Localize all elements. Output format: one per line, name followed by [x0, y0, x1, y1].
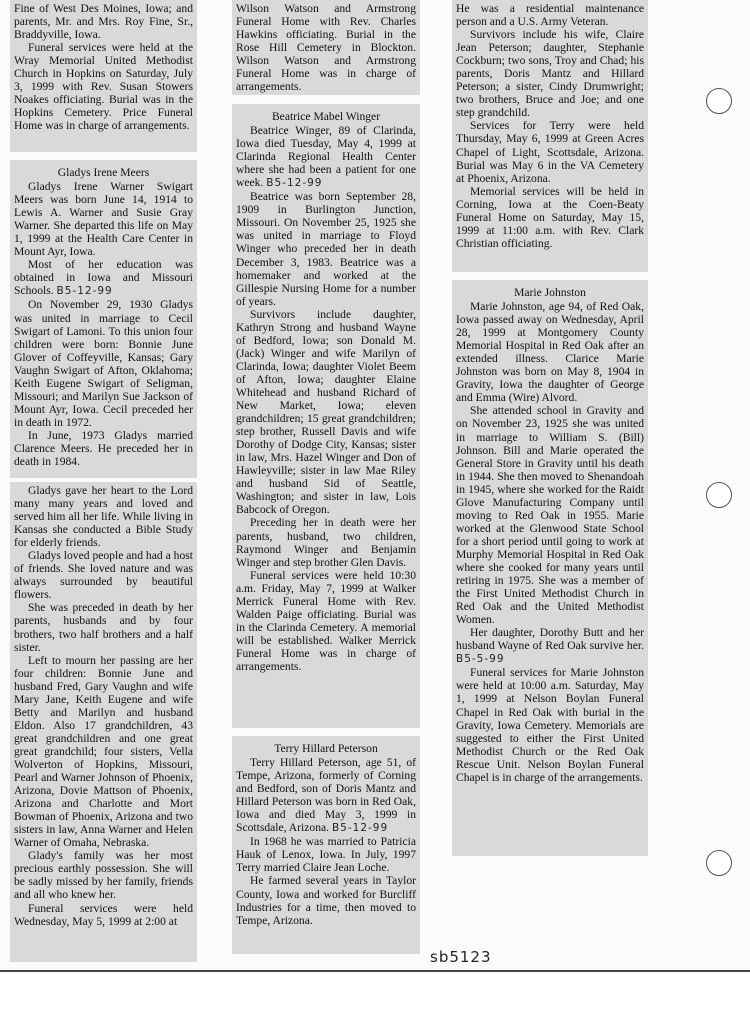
gladys-cont-paragraph-5: Glady's family was her most precious earthly possession. She will be sadly missed by her family, friends and all who knew her. — [14, 849, 193, 902]
page-marker: sb5123 — [430, 948, 492, 966]
clipping-fine-continued — [10, 0, 197, 152]
handwritten-date-note: B5-5-99 — [456, 653, 505, 666]
marie-paragraph-1: Marie Johnston, age 94, of Red Oak, Iowa passed away on Wednesday, April 28, 1999 at Montgomery County Memorial Hospital in Red Oak after an extended illness. Clarice Marie Johnston was born on May 8, 1904 in Gravity, Iowa the daughter of George and Emma (Wire) Alvord. — [456, 300, 644, 405]
binder-hole-icon — [706, 88, 732, 114]
gladys-cont-paragraph-3: She was preceded in death by her parents, husbands and by four brothers, two half brothers and a half sister. — [14, 601, 193, 654]
gladys-paragraph-2 — [14, 258, 193, 298]
clipping-watson-armstrong — [232, 0, 420, 95]
gladys-paragraph-4: In June, 1973 Gladys married Clarence Meers. He preceded her in death in 1984. — [14, 428, 193, 469]
marie-paragraph-3 — [456, 626, 644, 666]
gladys-cont-paragraph-1: Gladys gave her heart to the Lord many many years and loved and served him all her life. While living in Kansas she conducted a Bible Study for elderly friends. — [14, 484, 193, 550]
terry-cont-paragraph-4: Memorial services will be held in Corning, Iowa at the Coen-Beaty Funeral Home on Saturday, May 15, 1999 at 11:00 a.m. with Rev. Clark Christian officiating. — [456, 184, 644, 250]
clipping-marie-johnston — [452, 280, 648, 856]
handwritten-date-note: B5-12-99 — [266, 177, 323, 190]
gladys-paragraph-2-text: Most of her education was obtained in Iowa and Missouri Schools. — [14, 258, 193, 298]
gladys-cont-paragraph-4: Left to mourn her passing are her four children: Bonnie June and husband Fred, Gary Vaughn and wife Mary Jane, Keith Eugene and wife Betty and Marilyn and husband Eldon. Also 17 grandchildren, 43 great grandchildren and one great great grandchild; four sisters, Vella Wolverton of Hopkins, Missouri, Pearl and Warner Johnson of Phoenix, Arizona, Dovie Mattson of Phoenix, Arizona and Charlotte and Mort Bowman of Phoenix, Arizona and two sisters in law, Anna Warner and Helen Warner of Omaha, Nebraska. — [14, 653, 193, 850]
clipping-gladys-meers — [10, 160, 197, 478]
page-edge-divider — [0, 970, 750, 972]
beatrice-title: Beatrice Mabel Winger — [271, 110, 381, 123]
col2-top-paragraph: Wilson Watson and Armstrong Funeral Home with Rev. Charles Hawkins officiating. Burial in the Rose Hill Cemetery in Blockton. Wilson Watson and Armstrong Funeral Home was in charge of arrangements. — [236, 2, 416, 94]
fine-paragraph-2: Funeral services were held at the Wray Memorial United Methodist Church in Hopkins on Saturday, July 3, 1999 with Rev. Susan Stowers Noakes officiating. Burial was in the Hopkins Cemetery. Price Funeral Home was in charge of arrangements. — [14, 41, 193, 133]
beatrice-paragraph-3: Survivors include daughter, Kathryn Strong and husband Wayne of Bedford, Iowa; son Donald M. (Jack) Winger and wife Marilyn of Clarinda, Iowa; daughter Violet Beem of Afton, Iowa; daughter Elaine Whitehead and husband Richard of New Market, Iowa; eleven grandchildren; 15 great grandchildren; step brother, Russell Davis and wife Dorothy of Dodge City, Kansas; sister in law, Mrs. Hazel Winger and Don of Hawleyville; sister in law Mae Riley and husband Sid of Seattle, Washington; and sister in law, Lois Babcock of Oregon. — [236, 307, 416, 517]
terry-cont-paragraph-3: Services for Terry were held Thursday, May 6, 1999 at Green Acres Chapel of Light, Scottsdale, Arizona. Burial was May 6 in the VA Cemetery at Phoenix, Arizona. — [456, 119, 644, 185]
binder-hole-icon — [706, 482, 732, 508]
beatrice-paragraph-4: Preceding her in death were her parents, husband, two children, Raymond Winger and Benjamin Winger and step brother Glen Davis. — [236, 516, 416, 569]
marie-title: Marie Johnston — [514, 286, 586, 299]
fine-paragraph-1: Fine of West Des Moines, Iowa; and parents, Mr. and Mrs. Roy Fine, Sr., Braddyville, Iowa. — [14, 2, 193, 42]
clipping-terry-peterson — [232, 736, 420, 954]
marie-paragraph-2: She attended school in Gravity and on November 23, 1925 she was united in marriage to William S. (Bill) Johnson. Bill and Marie operated the General Store in Gravity until his death in 1944. She then moved to Shenandoah in 1945, where she worked for the Raidt Glove Manufacturing Company until moving to Red Oak in 1955. Marie worked at the Glenwood State School for a short period until going to work at Murphy Memorial Hospital in Red Oak where she cooked for many years until retiring in 1975. She was a member of the First United Methodist Church in Red Oak and the United Methodist Women. — [456, 404, 644, 627]
clipping-gladys-continued — [10, 482, 197, 962]
handwritten-date-note: B5-12-99 — [331, 822, 389, 835]
terry-title: Terry Hillard Peterson — [274, 742, 378, 755]
terry-paragraph-1 — [236, 756, 416, 835]
beatrice-paragraph-1 — [236, 124, 416, 190]
terry-cont-paragraph-1: He was a residential maintenance person and a U.S. Army Veteran. — [456, 2, 644, 29]
clipping-terry-continued — [452, 0, 648, 272]
beatrice-paragraph-2: Beatrice was born September 28, 1909 in Burlington Junction, Missouri. On November 25, 1925 she was united in marriage to Floyd Winger who preceded her in death December 3, 1983. Beatrice was a homemaker and worked at the Gillespie Nursing Home for a number of years. — [236, 190, 416, 308]
terry-paragraph-2: In 1968 he was married to Patricia Hauk of Lenox, Iowa. In July, 1997 Terry married Claire Jean Loche. — [236, 835, 416, 875]
marie-paragraph-4: Funeral services for Marie Johnston were held at 10:00 a.m. Saturday, May 1, 1999 at Nelson Boylan Funeral Chapel in Red Oak with burial in the Gravity, Iowa Cemetery. Memorials are suggested to either the First United Methodist Church or the Red Oak Rescue Unit. Nelson Boylan Funeral Chapel is in charge of the arrangements. — [456, 666, 644, 784]
handwritten-date-note: B5-12-99 — [56, 285, 113, 298]
beatrice-paragraph-1-text: Beatrice Winger, 89 of Clarinda, Iowa died Tuesday, May 4, 1999 at Clarinda Regional Health Center where she had been a patient for one week. — [236, 124, 416, 190]
gladys-cont-paragraph-2: Gladys loved people and had a host of friends. She loved nature and was always surrounded by beautiful flowers. — [14, 549, 193, 602]
binder-hole-icon — [706, 850, 732, 876]
beatrice-paragraph-5: Funeral services were held 10:30 a.m. Friday, May 7, 1999 at Walker Merrick Funeral Home with Rev. Walden Paige officiating. Burial was in the Clarinda Cemetery. A memorial will be established. Walker Merrick Funeral Home was in charge of arrangements. — [236, 568, 416, 673]
gladys-paragraph-1: Gladys Irene Warner Swigart Meers was born June 14, 1914 to Lewis A. Warner and Susie Gray Warner. She departed this life on May 1, 1999 at the Health Care Center in Mount Ayr, Iowa. — [14, 180, 193, 259]
terry-paragraph-1-text: Terry Hillard Peterson, age 51, of Tempe, Arizona, formerly of Corning and Bedford, son of Doris Mantz and Hillard Peterson was born in Red Oak, Iowa and died May 3, 1999 in Scottsdale, Arizona. — [236, 756, 416, 835]
gladys-paragraph-3: On November 29, 1930 Gladys was united in marriage to Cecil Swigart of Lamoni. To this union four children were born: Bonnie June Glover of Coffeyville, Kansas; Gary Vaughn Swigart of Afton, Oklahoma; Keith Eugene Swigart of Seligman, Missouri; and Marilyn Sue Jackson of Mount Ayr, Iowa. Cecil preceded her in death in 1972. — [14, 298, 193, 429]
gladys-title: Gladys Irene Meers — [57, 166, 150, 179]
gladys-cont-paragraph-6: Funeral services were held Wednesday, May 5, 1999 at 2:00 at — [14, 901, 193, 928]
terry-paragraph-3: He farmed several years in Taylor County, Iowa and worked for Burcliff Industries for a time, then moved to Tempe, Arizona. — [236, 874, 416, 927]
terry-cont-paragraph-2: Survivors include his wife, Claire Jean Peterson; daughter, Stephanie Cockburn; two sons, Troy and Chad; his parents, Doris Mantz and Hillard Peterson; a sister, Cindy Drumwright; two brothers, Bruce and Joe; and one step grandchild. — [456, 28, 644, 120]
marie-paragraph-3-text: Her daughter, Dorothy Butt and her husband Wayne of Red Oak survive her. — [456, 626, 644, 653]
clipping-beatrice-winger — [232, 104, 420, 728]
